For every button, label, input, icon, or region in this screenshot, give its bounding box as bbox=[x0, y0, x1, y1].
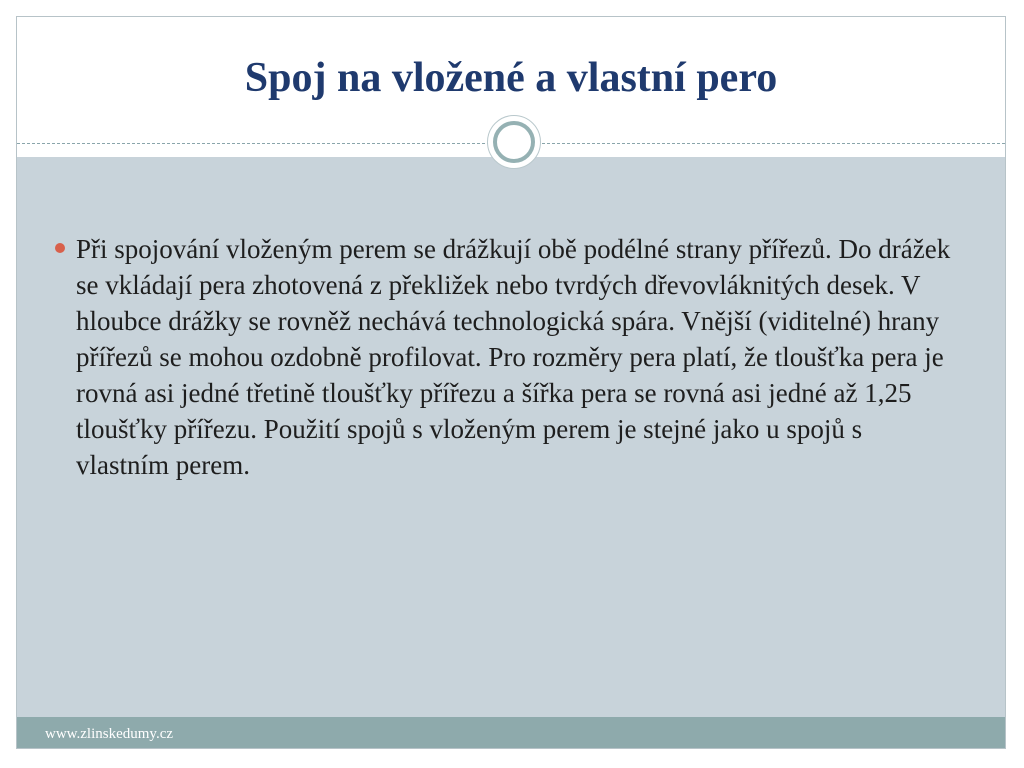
footer-url: www.zlinskedumy.cz bbox=[45, 726, 174, 742]
bullet-text: Při spojování vloženým perem se drážkují obě podélné strany přířezů. Do drážek se vkládají pera zhotovená z překližek nebo tvrdých dřevovláknitých desek. V hloubce drážky se rovněž nechává technologická spára. Vnější (viditelné) hrany přířezů se mohou ozdobně profilovat. Pro rozměry pera platí, že tloušťka pera je rovná asi jedné třetině tloušťky přířezu a šířka pera se rovná asi jedné až 1,25 tloušťky přířezu. Použití spojů s vloženým perem je stejné jako u spojů s vlastním perem. bbox=[76, 234, 951, 480]
footer-bar bbox=[17, 717, 1005, 749]
ring-emblem-icon bbox=[487, 115, 541, 169]
bullet-list bbox=[55, 231, 955, 483]
slide-title: Spoj na vložené a vlastní pero bbox=[244, 55, 778, 101]
slide-frame bbox=[16, 16, 1006, 749]
bullet-dot-icon bbox=[55, 243, 65, 253]
bullet-item bbox=[55, 231, 955, 483]
